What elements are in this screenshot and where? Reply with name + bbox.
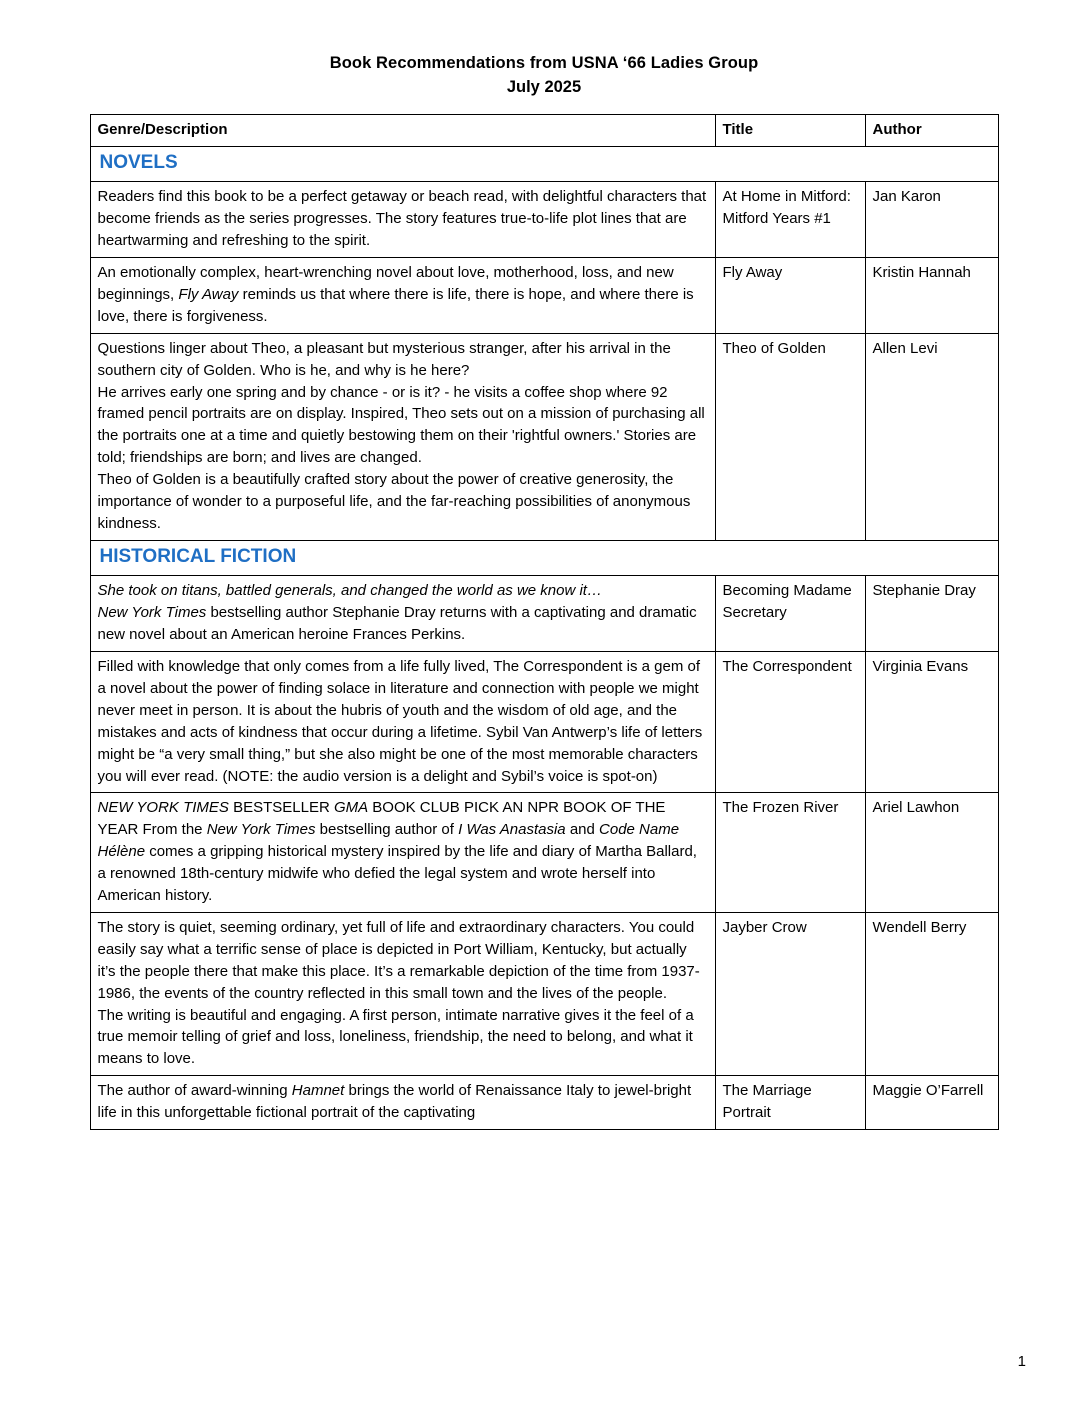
book-description: Questions linger about Theo, a pleasant but mysterious stranger, after his arrival in the southern city of Golden. Who is he, and why is he here? He arrives early one spring and by chance - or is it? - he visits a coffee shop where 92 framed pencil portraits are on display. Inspired, Theo sets out on a mission of purchasing all the portraits one at a time and quietly bestowing them on their 'rightful owners.' Stories are told; friendships are born; and lives are changed. Theo of Golden is a beautifully crafted story about the power of creative generosity, the importance of wonder to a purposeful life, and the far-reaching possibilities of anonymous kindness. bbox=[90, 333, 715, 540]
book-author: Kristin Hannah bbox=[865, 258, 998, 334]
table-row bbox=[90, 793, 998, 912]
column-header-title: Title bbox=[715, 114, 865, 146]
book-description: The story is quiet, seeming ordinary, yet full of life and extraordinary characters. You could easily say what a terrific sense of place is depicted in Port William, Kentucky, but actually it’s the people there that make this place. It’s a remarkable depiction of the time from 1937- 1986, the events of the country reflected in this small town and the lives of the people. The writing is beautiful and engaging. A first person, intimate narrative gives it the feel of a true memoir telling of grief and loss, loneliness, friendship, the need to belong, and what it means to love. bbox=[90, 912, 715, 1075]
section-header-row bbox=[90, 146, 998, 182]
column-header-author: Author bbox=[865, 114, 998, 146]
table-row bbox=[90, 1076, 998, 1130]
page-subtitle: July 2025 bbox=[506, 77, 582, 96]
book-title: Becoming Madame Secretary bbox=[715, 576, 865, 652]
book-title: Theo of Golden bbox=[715, 333, 865, 540]
table-body bbox=[90, 146, 998, 1129]
book-description: The author of award-winning Hamnet brings the world of Renaissance Italy to jewel-bright life in this unforgettable fictional portrait of the captivating bbox=[90, 1076, 715, 1130]
column-header-genre: Genre/Description bbox=[90, 114, 715, 146]
book-title: Jayber Crow bbox=[715, 912, 865, 1075]
book-author: Jan Karon bbox=[865, 182, 998, 258]
page-number: 1 bbox=[1017, 1353, 1026, 1370]
table-row bbox=[90, 333, 998, 540]
book-title: The Correspondent bbox=[715, 652, 865, 793]
book-title: The Frozen River bbox=[715, 793, 865, 912]
table-row bbox=[90, 182, 998, 258]
book-author: Stephanie Dray bbox=[865, 576, 998, 652]
book-title: Fly Away bbox=[715, 258, 865, 334]
book-title: At Home in Mitford: Mitford Years #1 bbox=[715, 182, 865, 258]
table-row bbox=[90, 912, 998, 1075]
book-title: The Marriage Portrait bbox=[715, 1076, 865, 1130]
book-description: Filled with knowledge that only comes from a life fully lived, The Correspondent is a gem of a novel about the power of finding solace in literature and connection with people we might never meet in person. It is about the hubris of youth and the wisdom of old age, and the mistakes and acts of kindness that occur during a lifetime. Sybil Van Antwerp’s life of letters might be “a very small thing,” but she also might be one of the most memorable characters you will ever read. (NOTE: the audio version is a delight and Sybil’s voice is spot-on) bbox=[90, 652, 715, 793]
page-title: Book Recommendations from USNA ‘66 Ladies Group bbox=[329, 54, 759, 72]
table-row bbox=[90, 258, 998, 334]
table-row bbox=[90, 576, 998, 652]
table-header-row bbox=[90, 114, 998, 146]
book-author: Maggie O’Farrell bbox=[865, 1076, 998, 1130]
section-title-historical-fiction: HISTORICAL FICTION bbox=[90, 540, 998, 576]
book-author: Allen Levi bbox=[865, 333, 998, 540]
section-header-row bbox=[90, 540, 998, 576]
book-author: Virginia Evans bbox=[865, 652, 998, 793]
book-author: Ariel Lawhon bbox=[865, 793, 998, 912]
table-row bbox=[90, 652, 998, 793]
book-description: She took on titans, battled generals, and changed the world as we know it… New York Times bestselling author Stephanie Dray returns with a captivating and dramatic new novel about an American heroine Frances Perkins. bbox=[90, 576, 715, 652]
book-description: An emotionally complex, heart-wrenching novel about love, motherhood, loss, and new beginnings, Fly Away reminds us that where there is life, there is hope, and where there is love, there is forgiveness. bbox=[90, 258, 715, 334]
section-title-novels: NOVELS bbox=[90, 146, 998, 182]
book-description: Readers find this book to be a perfect getaway or beach read, with delightful characters that become friends as the series progresses. The story features true-to-life plot lines that are heartwarming and refreshing to the spirit. bbox=[90, 182, 715, 258]
book-recommendations-table bbox=[90, 114, 999, 1130]
book-author: Wendell Berry bbox=[865, 912, 998, 1075]
book-description: NEW YORK TIMES BESTSELLER GMA BOOK CLUB PICK AN NPR BOOK OF THE YEAR From the New York Times bestselling author of I Was Anastasia and Code Name Hélène comes a gripping historical mystery inspired by the life and diary of Martha Ballard, a renowned 18th-century midwife who defied the legal system and wrote herself into American history. bbox=[90, 793, 715, 912]
